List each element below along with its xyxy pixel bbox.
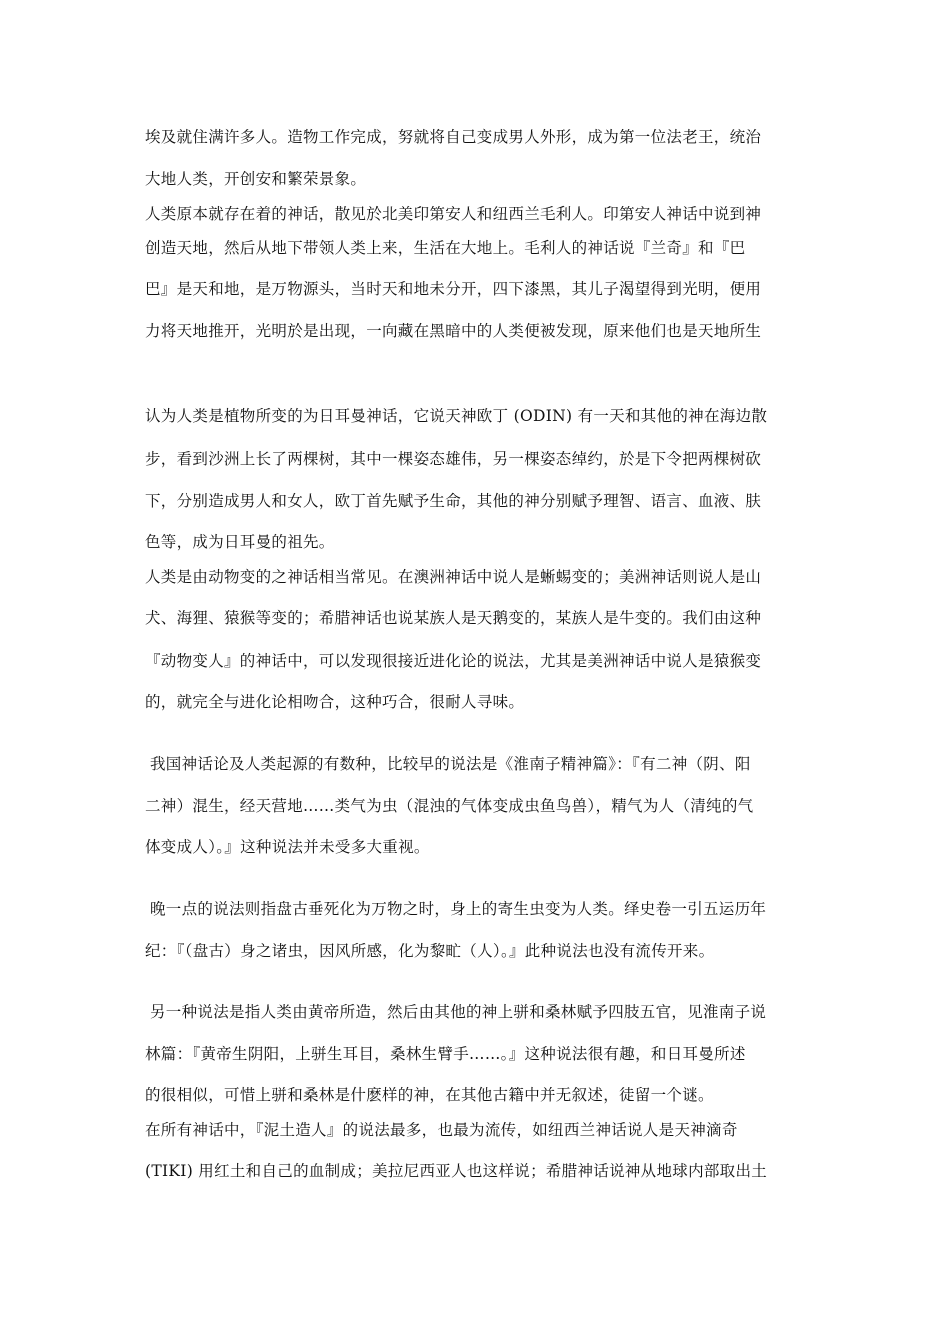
text-line: 林篇：『黄帝生阴阳，上骈生耳目，桑林生臂手……。』这种说法很有趣，和日耳曼所述 [145,1045,746,1063]
text-line: 下，分别造成男人和女人，欧丁首先赋予生命，其他的神分别赋予理智、语言、血液、肤 [145,492,762,510]
text-line: 力将天地推开，光明於是出现，一向藏在黑暗中的人类便被发现，原来他们也是天地所生 [145,322,762,340]
text-line: 体变成人）。』这种说法并未受多大重视。 [145,838,430,856]
text-line: (TIKI) 用红土和自己的血制成；美拉尼西亚人也这样说；希腊神话说神从地球内部取出土 [145,1162,768,1180]
text-line: 的很相似，可惜上骈和桑林是什麽样的神，在其他古籍中并无叙述，徒留一个谜。 [145,1086,714,1104]
text-line: 二神）混生，经天营地……类气为虫（混浊的气体变成虫鱼鸟兽），精气为人（清纯的气 [145,797,754,815]
text-line: 人类原本就存在着的神话，散见於北美印第安人和纽西兰毛利人。印第安人神话中说到神 [145,205,762,223]
text-line: 认为人类是植物所变的为日耳曼神话，它说天神欧丁 (ODIN) 有一天和其他的神在海边散 [145,407,768,425]
text-line: 创造天地，然后从地下带领人类上来，生活在大地上。毛利人的神话说『兰奇』和『巴 [145,239,746,257]
text-line: 步，看到沙洲上长了两棵树，其中一棵姿态雄伟，另一棵姿态绰约，於是下令把两棵树砍 [145,450,762,468]
text-line: 我国神话论及人类起源的有数种，比较早的说法是《淮南子精神篇》：『有二神（阴、阳 [150,755,751,773]
text-line: 色等，成为日耳曼的祖先。 [145,533,335,551]
text-line: 巴』是天和地，是万物源头，当时天和地未分开，四下漆黑，其儿子渴望得到光明，便用 [145,280,762,298]
text-line: 另一种说法是指人类由黄帝所造，然后由其他的神上骈和桑林赋予四肢五官，见淮南子说 [150,1003,767,1021]
text-line: 犬、海狸、猿猴等变的；希腊神话也说某族人是天鹅变的，某族人是牛变的。我们由这种 [145,609,762,627]
text-line: 的，就完全与进化论相吻合，这种巧合，很耐人寻味。 [145,693,525,711]
text-line: 人类是由动物变的之神话相当常见。在澳洲神话中说人是蜥蜴变的；美洲神话则说人是山 [145,568,762,586]
text-line: 在所有神话中，『泥土造人』的说法最多，也最为流传，如纽西兰神话说人是天神滴奇 [145,1121,738,1139]
text-line: 『动物变人』的神话中，可以发现很接近进化论的说法，尤其是美洲神话中说人是猿猴变 [145,652,762,670]
text-line: 纪：『（盘古）身之诸虫，因风所感，化为黎甿（人）。』此种说法也没有流传开来。 [145,942,715,960]
text-line: 晚一点的说法则指盘古垂死化为万物之时，身上的寄生虫变为人类。绎史卷一引五运历年 [150,900,767,918]
text-line: 大地人类，开创安和繁荣景象。 [145,170,367,188]
text-line: 埃及就住满许多人。造物工作完成，努就将自己变成男人外形，成为第一位法老王，统治 [145,128,762,146]
